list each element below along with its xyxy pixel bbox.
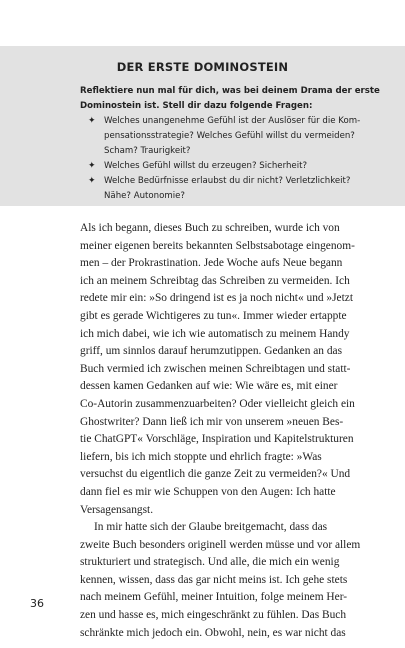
text-line: liefern, bis ich mich stoppte und ehrlich fragte: »Was [80, 450, 322, 463]
text-line: zweite Buch besonders originell werden müsse und vor allem [80, 538, 361, 551]
bullet-line: Welches unangenehme Gefühl ist der Auslöser für die Kom- [104, 116, 361, 126]
text-line: ich an meinem Schreibtag das Schreiben zu vermeiden. Ich [80, 274, 350, 287]
text-line: meiner eigenen bereits bekannten Selbstsabotage eingenom- [80, 239, 355, 252]
text-line: ich mich dabei, wie ich wie automatisch zu meinem Handy [80, 327, 350, 340]
text-line: Versagensangst. [80, 503, 154, 516]
body-paragraph-1 [80, 220, 389, 642]
exercise-title: DER ERSTE DOMINOSTEIN [116, 60, 289, 74]
text-line: Ghostwriter? Dann ließ ich mir von unserem »neuen Bes- [80, 415, 344, 428]
text-line: kennen, wissen, dass das gar nicht meins ist. Ich gehe stets [80, 573, 348, 586]
text-line: zen und hasse es, mich eingeschränkt zu fühlen. Das Buch [80, 609, 347, 622]
text-line: Als ich begann, dieses Buch zu schreiben, wurde ich von [80, 222, 340, 234]
intro-line: Dominostein ist. Stell dir dazu folgende Fragen: [80, 101, 313, 111]
text-line: gibt es gerade Wichtigeres zu tun«. Immer wieder ertappte [80, 309, 347, 322]
text-line: In mir hatte sich der Glaube breitgemacht, dass das [94, 521, 328, 534]
exercise-box [0, 46, 405, 206]
text-line: men – der Prokrastination. Jede Woche aufs Neue begann [80, 257, 343, 270]
text-line: tie ChatGPT« Vorschläge, Inspiration und Kapitelstrukturen [80, 433, 354, 446]
bullet-star-icon: ✦ [88, 161, 96, 171]
text-line: schränkte mich jedoch ein. Obwohl, nein, es war nicht das [80, 626, 346, 639]
text-line: redete mir ein: »So dringend ist es ja noch nicht« und »Jetzt [80, 292, 353, 305]
text-line: Co-Autorin zusammenzuarbeiten? Oder vielleicht gleich ein [80, 397, 355, 410]
bullet-line: Nähe? Autonomie? [104, 191, 185, 201]
bullet-line: pensationsstrategie? Welches Gefühl willst du vermeiden? [104, 131, 355, 141]
text-line: nach meinem Gefühl, meiner Intuition, folge meinem Her- [80, 591, 348, 604]
bullet-star-icon: ✦ [88, 176, 96, 186]
bullet-line: Scham? Traurigkeit? [104, 146, 191, 156]
bullet-line: Welche Bedürfnisse erlaubst du dir nicht? Verletzlichkeit? [104, 176, 351, 186]
text-line: strukturiert und strategisch. Und alle, die mich ein wenig [80, 556, 340, 569]
text-line: dann fiel es mir wie Schuppen von den Augen: Ich hatte [80, 485, 336, 498]
text-line: versuchst du eigentlich die ganze Zeit zu vermeiden?« Und [80, 468, 351, 481]
intro-line: Reflektiere nun mal für dich, was bei deinem Drama der erste [80, 86, 380, 96]
bullet-line: Welches Gefühl willst du erzeugen? Sicherheit? [104, 161, 308, 171]
page-number: 36 [30, 597, 44, 610]
text-line: dessen kamen Gedanken auf wie: Wie wäre es, mit einer [80, 380, 338, 393]
text-line: Buch vermied ich zwischen meinen Schreibtagen und statt- [80, 362, 351, 375]
bullet-star-icon: ✦ [88, 116, 96, 126]
exercise-intro [80, 84, 380, 114]
text-line: griff, um sinnlos darauf herumzutippen. Gedanken an das [80, 345, 343, 358]
